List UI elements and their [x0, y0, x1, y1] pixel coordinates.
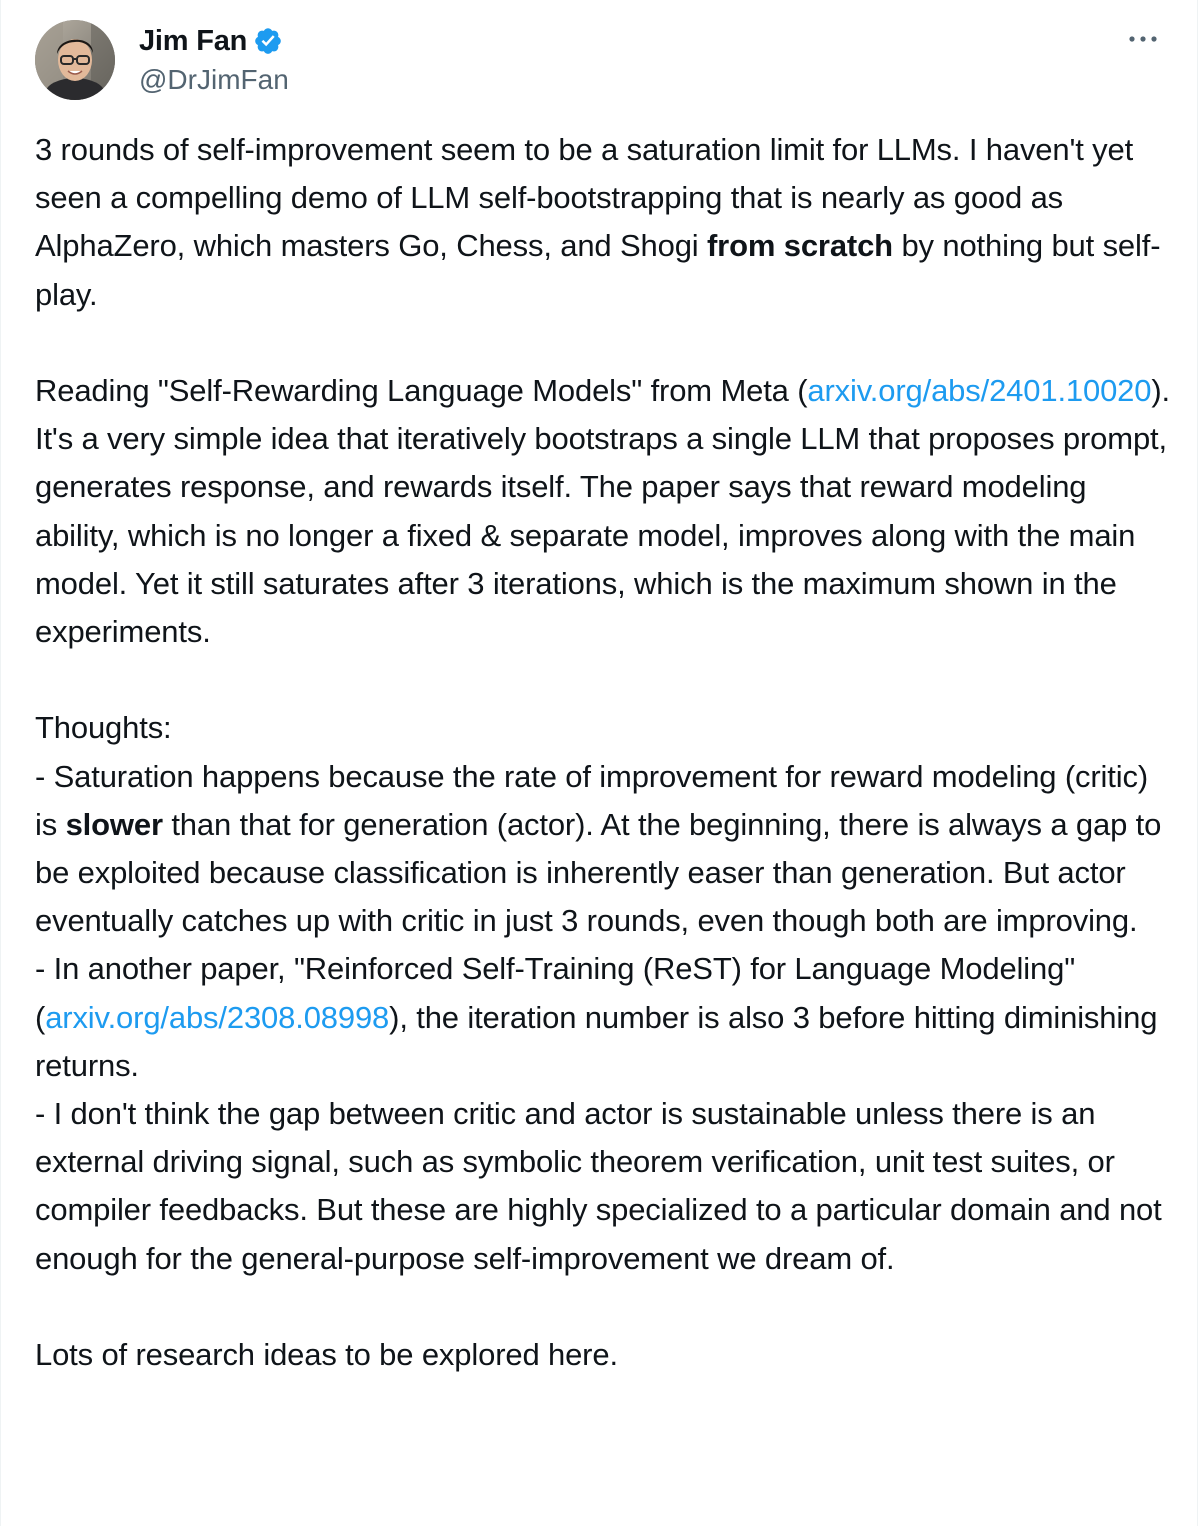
avatar[interactable]	[35, 20, 115, 100]
arxiv-link-self-rewarding[interactable]: arxiv.org/abs/2401.10020	[807, 373, 1152, 408]
text-span: - Saturation happens because the rate of improvement for reward modeling (critic) is	[35, 758, 1149, 842]
paragraph-thoughts	[35, 704, 1175, 1282]
paragraph-gap	[35, 656, 1175, 704]
ellipsis-horizontal-icon[interactable]	[1123, 24, 1163, 54]
bold-text: from scratch	[706, 228, 893, 264]
text-span: by nothing but self-play.	[35, 228, 1161, 312]
display-name[interactable]: Jim Fan	[139, 24, 248, 57]
paragraph-intro	[35, 126, 1175, 319]
arxiv-link-rest[interactable]: arxiv.org/abs/2308.08998	[45, 999, 390, 1035]
author-info	[139, 22, 289, 98]
thoughts-heading: Thoughts:	[35, 710, 172, 746]
profile-photo-icon	[35, 20, 115, 100]
text-span: Reading "Self-Rewarding Language Models" from Meta (	[35, 373, 808, 408]
text-span: ). It's a very simple idea that iteratively bootstraps a single LLM that proposes prompt, generates response, and rewards itself. The paper says that reward modeling ability, which is no longer a fixed & separate model, improves along with the main model. Yet it still saturates after 3 iterations, which is the maximum shown in the experiments.	[35, 373, 1171, 650]
tweet-header	[35, 20, 1165, 100]
author-handle[interactable]: @DrJimFan	[139, 64, 289, 95]
paragraph-reading	[35, 367, 1175, 656]
text-span: ), the iteration number is also 3 before hitting diminishing returns.	[35, 999, 1158, 1083]
text-span: - I don't think the gap between critic and actor is sustainable unless there is an external driving signal, such as symbolic theorem verification, unit test suites, or compiler feedbacks. But these are highly specialized to a particular domain and not enough for the general-purpose self-improvement we dream of.	[35, 1096, 1162, 1276]
paragraph-gap	[35, 1283, 1175, 1331]
verified-badge-icon[interactable]	[253, 26, 283, 56]
text-span: - In another paper, "Reinforced Self-Training (ReST) for Language Modeling" (	[35, 951, 1076, 1035]
bold-text: slower	[65, 806, 163, 842]
text-span: than that for generation (actor). At the beginning, there is always a gap to be exploited because classification is inherently easer than generation. But actor eventually catches up with critic in just 3 rounds, even though both are improving.	[35, 806, 1162, 939]
name-row	[139, 22, 289, 60]
paragraph-closing: Lots of research ideas to be explored here.	[35, 1337, 618, 1373]
text-span: 3 rounds of self-improvement seem to be a saturation limit for LLMs. I haven't yet seen a compelling demo of LLM self-bootstrapping that is nearly as good as AlphaZero, which masters Go, Chess, and Shogi	[35, 132, 1134, 264]
tweet-text	[35, 126, 1175, 1379]
paragraph-gap	[35, 319, 1175, 367]
